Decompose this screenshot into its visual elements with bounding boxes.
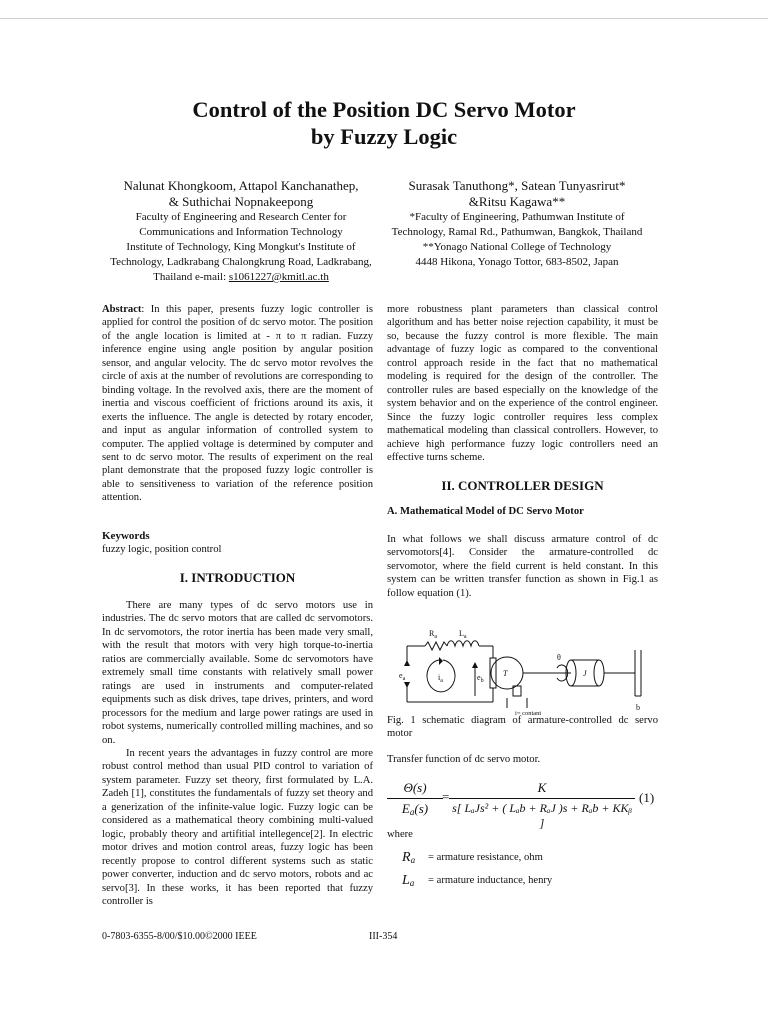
label-ea-sub: a [402, 676, 406, 682]
definition-text: = armature resistance, ohm [428, 852, 543, 863]
equation-1: Θ(s) $E_a(s)$ = K s[ LₐJs² + ( Lₐb + RₐJ )s + Rₐb + KKᵦ ] (1) [387, 780, 658, 822]
top-rule [0, 18, 768, 19]
affiliation-line: Technology, Ladkrabang Chalongkrung Road, Ladkrabang, [110, 256, 372, 268]
section-heading-controller-design: II. CONTROLLER DESIGN [441, 478, 604, 493]
label-ea: e [399, 671, 403, 680]
affiliation-line: Technology, Ramal Rd., Pathumwan, Bangkok, Thailand [391, 226, 643, 238]
author-names: Nalunat Khongkoom, Attapol Kanchanathep, [123, 178, 359, 193]
abstract-text: : In this paper, presents fuzzy logic controller is applied for control the position of dc servo motor. The position of the angle location is limited at - π to π radian. Fuzzy inference engine using angle position by angular position sensor, and angular velocity. The dc servo motor revolves the circle of axis at the number of revolutions are corresponding to binding voltage. In the revolved axis, there are the moment of inertia and viscous coefficient of frictions around its axis, it exerts the influence. The angle is detected by rotary encoder, and input as angular information of controlled system to computer. The applied voltage is determined by computer and sent to dc servo motor. The results of experiment on the real plant demonstrate that the proposed fuzzy logic controller is able to sensitiveness to variation of the reference position attention. [102, 304, 373, 504]
label-ia: i [438, 673, 441, 682]
affiliation-line: Institute of Technology, King Mongkut's Institute of [126, 241, 356, 253]
equation-rhs [449, 780, 635, 830]
lhs-numerator: Θ(s) [403, 780, 427, 795]
paragraph: In recent years the advantages in fuzzy control are more robust control method than usual PID control to variation of system parameter. Fuzzy set theory, first formulated by L.A. Zadeh [1], constitutes the fundamentals of fuzzy set theory and a generization of the infinite-value logic. Fuzzy logic can be considered as a mathematical theory combining multi-valued logic, probably theory and artifitial intellegence[2]. In electric motor drives and motion control areas, fuzzy logic has been recently propose to control different systems such as static power converter, induction and dc servo motors, robots and ac servo[3]. In these works, it has been reported that fuzzy controller is [102, 747, 373, 907]
label-if: i [515, 710, 517, 716]
resistor-symbol [425, 642, 447, 650]
paper-title [0, 96, 768, 150]
keywords-text: fuzzy logic, position control [102, 544, 222, 555]
definition-text: = armature inductance, henry [428, 875, 553, 886]
affiliation-line: **Yonago National College of Technology [422, 241, 612, 253]
rhs-numerator: K [537, 780, 547, 795]
label-La: L [459, 629, 464, 638]
authors-right [372, 178, 662, 270]
symbol-definitions [402, 846, 552, 892]
lhs-denominator: E [401, 801, 410, 816]
inductor-symbol [447, 641, 479, 646]
svg-text:ia [438, 673, 443, 684]
equation-lhs [387, 780, 443, 818]
title-line-1: Control of the Position DC Servo Motor [192, 97, 576, 122]
controller-design-text [387, 533, 658, 600]
symbol-sub: a [409, 877, 415, 888]
label-eb: e [477, 673, 481, 682]
email-prefix: Thailand e-mail: [153, 271, 229, 283]
arrow-right-icon [439, 657, 443, 665]
lhs-denominator-sub: a [409, 807, 415, 817]
where-label: where [387, 829, 413, 840]
symbol-sub: a [410, 854, 416, 865]
author-names: Surasak Tanuthong*, Satean Tunyasrirut* [408, 178, 626, 193]
affiliation-line: Communications and Information Technology [139, 226, 343, 238]
label-damping: b [636, 703, 640, 712]
abstract-label: Abstract [102, 304, 142, 315]
svg-text:Ra [429, 629, 437, 640]
abstract [102, 303, 373, 505]
author-names: &Ritsu Kagawa** [468, 194, 566, 209]
label-Ra: R [429, 629, 435, 638]
label-if-text: = contant [516, 710, 542, 716]
paragraph: There are many types of dc servo motors use in industries. The dc servo motors that are called dc servomotors. In dc servomotors, the rotor inertia has been made very small, with the result that motors with very high torque-to-inertia ratios are commercially available. Some dc servomotors have extremely small time constants with relatively small power ratings are used in instruments and computer-related equipments such as disk drives, tape drives, printers, and word processors for the medium and large power ratings are used in robot systems, numerically controlled milling machines, and so on. [102, 600, 373, 746]
title-line-2: by Fuzzy Logic [310, 124, 458, 149]
authors-left [96, 178, 386, 285]
svg-text:eb [477, 673, 484, 684]
symbol: L [402, 872, 410, 888]
label-inertia: J [583, 669, 587, 678]
svg-text:ea [399, 671, 406, 682]
definition-row [402, 869, 552, 892]
equation-number: (1) [639, 790, 655, 805]
footer-copyright: 0-7803-6355-8/00/$10.00©2000 IEEE [102, 931, 257, 942]
label-eb-sub: b [480, 678, 484, 684]
subsection-heading: A. Mathematical Model of DC Servo Motor [387, 506, 584, 517]
arrow-down-icon [404, 682, 410, 688]
symbol: R [402, 849, 411, 865]
affiliation-line: *Faculty of Engineering, Pathumwan Institute of [409, 211, 625, 223]
keywords-heading: Keywords [102, 530, 150, 542]
arrow-up-icon [404, 660, 410, 666]
arrow-up-icon [472, 662, 478, 668]
section-heading-introduction: I. INTRODUCTION [179, 570, 296, 585]
label-theta: θ [557, 653, 561, 662]
rhs-denominator: s[ LₐJs² + ( Lₐb + RₐJ )s + Rₐb + KKᵦ ] [452, 801, 632, 830]
affiliation-line [96, 270, 386, 285]
figure-1-schematic [389, 624, 659, 716]
label-Ra-sub: a [434, 634, 438, 640]
right-column-continuation [387, 303, 658, 464]
label-La-sub: a [463, 634, 467, 640]
paragraph: more robustness plant parameters than classical control algorithum and has better noise rejection capability, it must be so, because the fuzzy control is more flexible. The main advantage of fuzzy logic as compared to the conventional control approach reside in the fact that no mathematical modeling is required for the design of the controller. The controller rules are based especially on the knowledge of the system behavior and on the experience of the control engineer. Since the fuzzy logic controller requires less complex mathematical modeling than classical controllers. However, to achieve high performance fuzzy logic controllers need an effective turns scheme. [387, 304, 658, 463]
lhs-denominator-arg: (s) [414, 801, 429, 816]
affiliation-line: 4448 Hikona, Yonago Tottor, 683-8502, Japan [415, 256, 619, 268]
page-number: III-354 [369, 931, 398, 942]
introduction-text [102, 599, 373, 908]
paragraph: In what follows we shall discuss armature control of dc servomotors[4]. Consider the armature-controlled dc servomotor, where the field current is held constant. In this system can be written transfer function as shown in Fig.1 as follow equation (1). [387, 534, 658, 599]
affiliation-line: Faculty of Engineering and Research Center for [135, 211, 347, 223]
svg-text:La [459, 629, 467, 640]
email-link[interactable]: s1061227@kmitl.ac.th [228, 271, 329, 283]
label-torque: T [503, 669, 508, 678]
author-names: & Suthichai Nopnakeepong [168, 194, 314, 209]
figure-1-caption: Fig. 1 schematic diagram of armature-controlled dc servo motor [387, 715, 658, 740]
definition-row [402, 846, 552, 869]
transfer-function-intro: Transfer function of dc servo motor. [387, 754, 541, 765]
label-ia-sub: a [440, 678, 443, 684]
